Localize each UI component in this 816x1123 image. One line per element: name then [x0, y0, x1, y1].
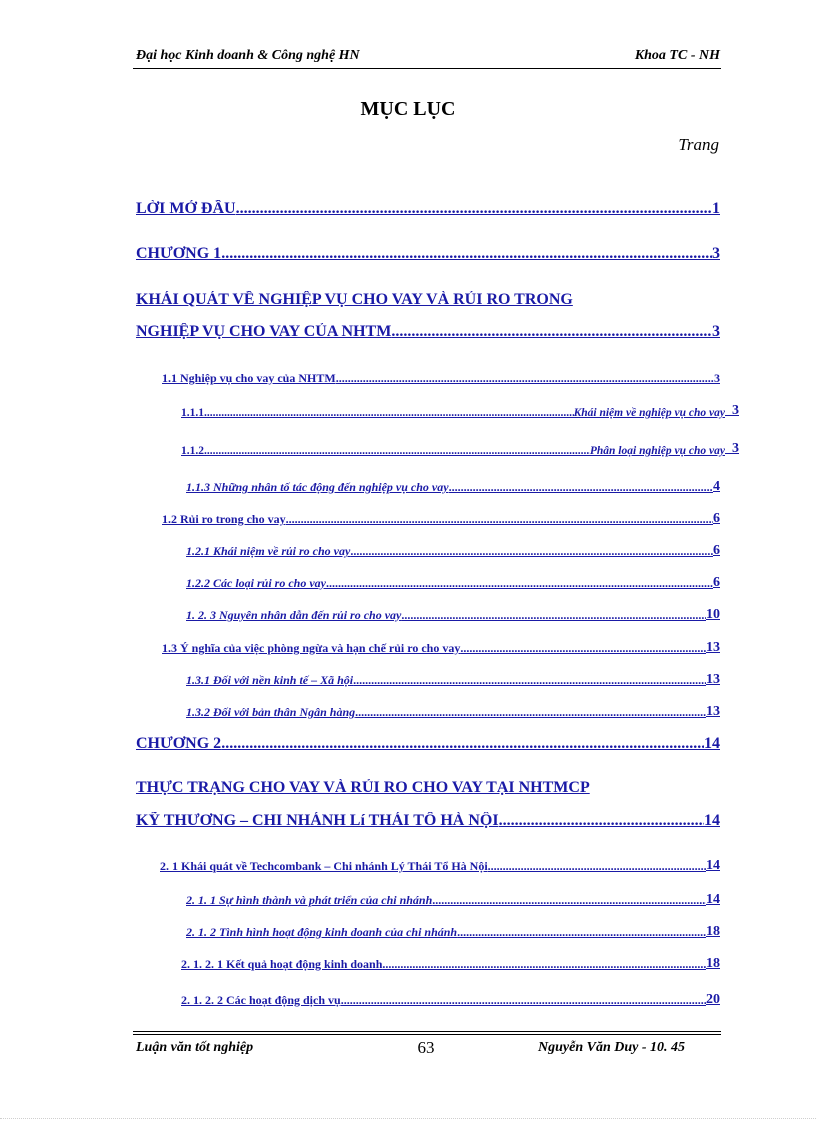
toc-entry-2-1-1[interactable]: 2. 1. 1 Sự hình thành và phát triển của chi nhánh ..... 14	[186, 892, 720, 908]
toc-entry-chapter-1-title-line-2[interactable]: NGHIỆP VỤ CHO VAY CỦA NHTM ..... 3	[136, 323, 720, 341]
toc-entry-2-1[interactable]: 2. 1 Khái quát về Techcombank – Chi nhánh Lý Thái Tổ Hà Nội ..... 14	[160, 858, 720, 874]
toc-entry-intro[interactable]: LỜI MỞ ĐẦU ..... 1	[136, 200, 720, 218]
toc-entry-1-2[interactable]: 1.2 Rủi ro trong cho vay ..... 6	[162, 511, 720, 527]
toc-entry-1-1-2[interactable]: 1.1.2 ..... Phân loại nghiệp vụ cho vay 3	[181, 441, 739, 457]
toc-entry-chapter-2-title-line-1[interactable]: THỰC TRẠNG CHO VAY VÀ RỦI RO CHO VAY TẠI NHTMCP	[136, 779, 590, 796]
toc-entry-1-2-3[interactable]: 1. 2. 3 Nguyên nhân dẫn đến rủi ro cho vay ..... 10	[186, 607, 720, 623]
footer-rule-bottom	[133, 1034, 721, 1035]
toc-entry-1-1-3[interactable]: 1.1.3 Những nhân tố tác động đến nghiệp vụ cho vay ..... 4	[186, 479, 720, 495]
toc-entry-chapter-2[interactable]: CHƯƠNG 2 ..... 14	[136, 735, 720, 753]
toc-entry-chapter-2-title-line-2[interactable]: KỸ THƯƠNG – CHI NHÁNH Lí THÁI TỔ HÀ NỘI ..... 14	[136, 812, 720, 830]
header-right: Khoa TC - NH	[634, 48, 720, 63]
footer-left: Luận văn tốt nghiệp	[136, 1040, 254, 1055]
page-title: MỤC LỤC	[360, 98, 456, 120]
toc-entry-1-1-1[interactable]: 1.1.1 ..... Khái niệm về nghiệp vụ cho vay 3	[181, 403, 739, 419]
footer-right: Nguyễn Văn Duy - 10. 45	[538, 1040, 686, 1055]
page-edge-divider	[0, 1118, 816, 1119]
toc-entry-2-1-2-1[interactable]: 2. 1. 2. 1 Kết quả hoạt động kinh doanh ..... 18	[181, 956, 720, 972]
toc-entry-1-3[interactable]: 1.3 Ý nghĩa của việc phòng ngừa và hạn chế rủi ro cho vay ..... 13	[162, 640, 720, 656]
toc-entry-2-1-2-2[interactable]: 2. 1. 2. 2 Các hoạt động dịch vụ ..... 20	[181, 992, 720, 1008]
footer-rule-top	[133, 1031, 721, 1032]
page-number: 63	[417, 1038, 435, 1057]
toc-entry-chapter-1-title-line-1[interactable]: KHÁI QUÁT VỀ NGHIỆP VỤ CHO VAY VÀ RỦI RO TRONG	[136, 291, 573, 308]
toc-entry-1-3-2[interactable]: 1.3.2 Đối với bản thân Ngân hàng ..... 13	[186, 704, 720, 720]
toc-entry-1-1[interactable]: 1.1 Nghiệp vụ cho vay của NHTM ..... 3	[162, 371, 720, 386]
header-left: Đại học Kinh doanh & Công nghệ HN	[136, 48, 360, 63]
toc-entry-1-2-2[interactable]: 1.2.2 Các loại rủi ro cho vay ..... 6	[186, 575, 720, 591]
toc-entry-1-3-1[interactable]: 1.3.1 Đối với nền kinh tế – Xã hội ..... 13	[186, 672, 720, 688]
toc-entry-1-2-1[interactable]: 1.2.1 Khái niệm về rủi ro cho vay ..... 6	[186, 543, 720, 559]
toc-entry-chapter-1[interactable]: CHƯƠNG 1 ..... 3	[136, 245, 720, 263]
page-column-label: Trang	[678, 135, 719, 154]
toc-entry-2-1-2[interactable]: 2. 1. 2 Tình hình hoạt động kinh doanh của chi nhánh ..... 18	[186, 924, 720, 940]
